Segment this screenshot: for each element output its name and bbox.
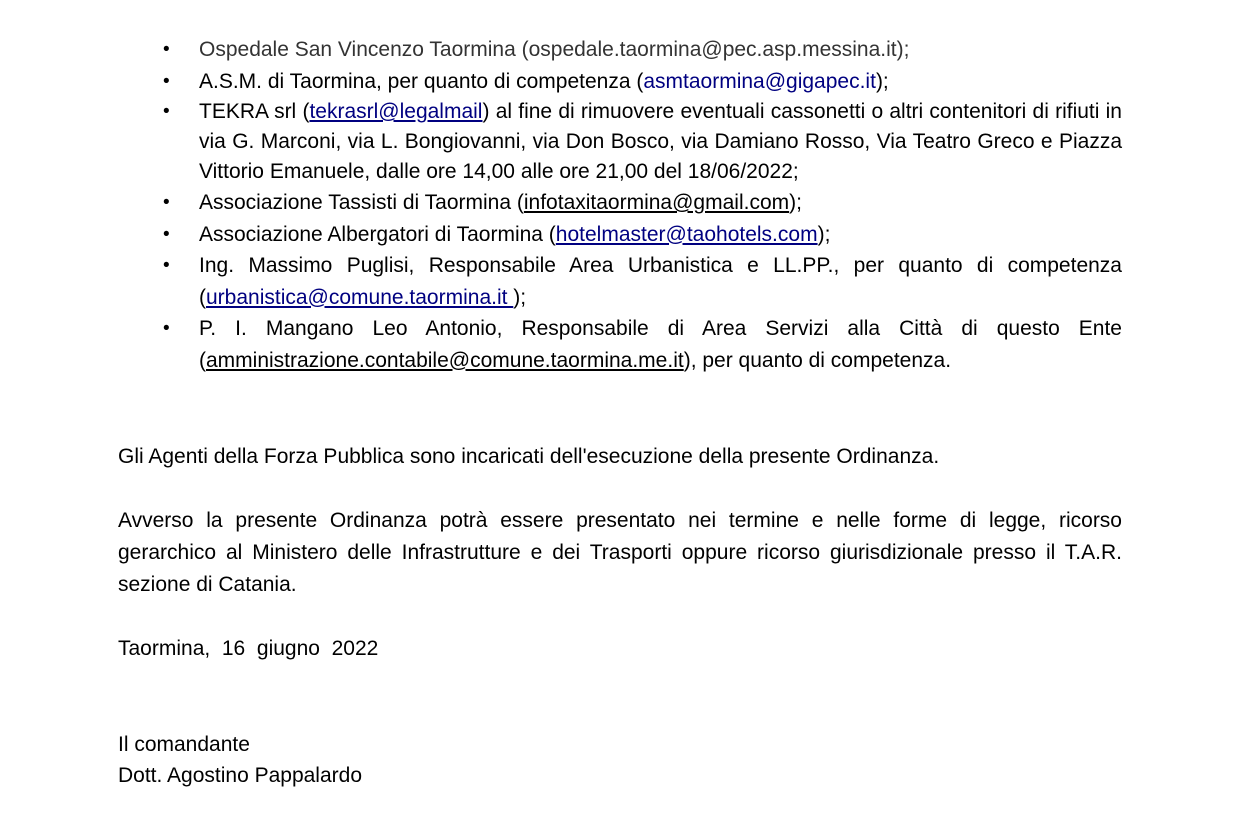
bullet-icon: • [163,70,170,92]
email-link[interactable]: infotaxitaormina@gmail.com [523,191,790,214]
recipient-text-end: ); [513,285,527,309]
recipient-text: Ing. Massimo Puglisi, Responsabile Area Urbanistica e LL.PP., per quanto di competenza ( [199,254,1122,309]
recipient-text-end: ), per quanto di competenza. [683,348,952,372]
bullet-icon: • [163,39,170,60]
recipients-list [118,34,1122,376]
bullet-icon: • [163,101,170,122]
signature-name: Dott. Agostino Pappalardo [118,764,363,787]
email-link[interactable]: asmtaormina@gigapec.it [643,69,876,93]
enforcement-paragraph: Gli Agenti della Forza Pubblica sono incaricati dell'esecuzione della presente Ordinanza. [118,445,940,468]
email-link[interactable]: amministrazione.contabile@comune.taormina.me.it [206,348,684,372]
email-link[interactable]: hotelmaster@taohotels.com [555,222,818,246]
recipient-text-end: ); [817,222,831,246]
bullet-icon: • [163,318,170,339]
bullet-icon: • [163,223,170,245]
signature-role: Il comandante [118,733,250,756]
recipient-text: TEKRA srl ( [199,100,310,123]
recipient-text: Associazione Tassisti di Taormina ( [199,191,524,214]
date-line: Taormina, 16 giugno 2022 [118,637,379,660]
bullet-icon: • [163,255,170,276]
recipient-asm [118,66,1122,98]
email-link[interactable]: tekrasrl@legalmail [309,100,483,123]
recipient-text-end: ); [875,69,889,93]
recipient-text: Ospedale San Vincenzo Taormina (ospedale.taormina@pec.asp.messina.it); [199,38,910,61]
email-link[interactable]: urbanistica@comune.taormina.it [206,285,514,309]
appeal-paragraph: Avverso la presente Ordinanza potrà essere presentato nei termine e nelle forme di legge, ricorso gerarchico al Ministero delle Infrastrutture e dei Trasporti oppure ricorso giurisdizionale presso il T.A.R. sezione di Catania. [118,509,1122,596]
recipient-mangano [118,313,1122,376]
recipient-ospedale [118,34,1122,66]
recipient-text-end: ); [789,191,802,214]
recipient-puglisi [118,250,1122,313]
recipient-text-end: ) al fine di rimuovere eventuali cassonetti o altri contenitori di rifiuti in via G. Marconi, via L. Bongiovanni, via Don Bosco, via Damiano Rosso, Via Teatro Greco e Piazza Vittorio Emanuele, dalle ore 14,00 alle ore 21,00 del 18/06/2022; [199,100,1122,183]
recipient-text: P. I. Mangano Leo Antonio, Responsabile di Area Servizi alla Città di questo Ente ( [199,317,1122,372]
recipient-albergatori [118,219,1122,251]
recipient-tassisti [118,187,1122,219]
recipient-text: A.S.M. di Taormina, per quanto di competenza ( [199,69,644,93]
recipient-tekra [118,97,1122,187]
bullet-icon: • [163,192,170,213]
recipient-text: Associazione Albergatori di Taormina ( [199,222,556,246]
